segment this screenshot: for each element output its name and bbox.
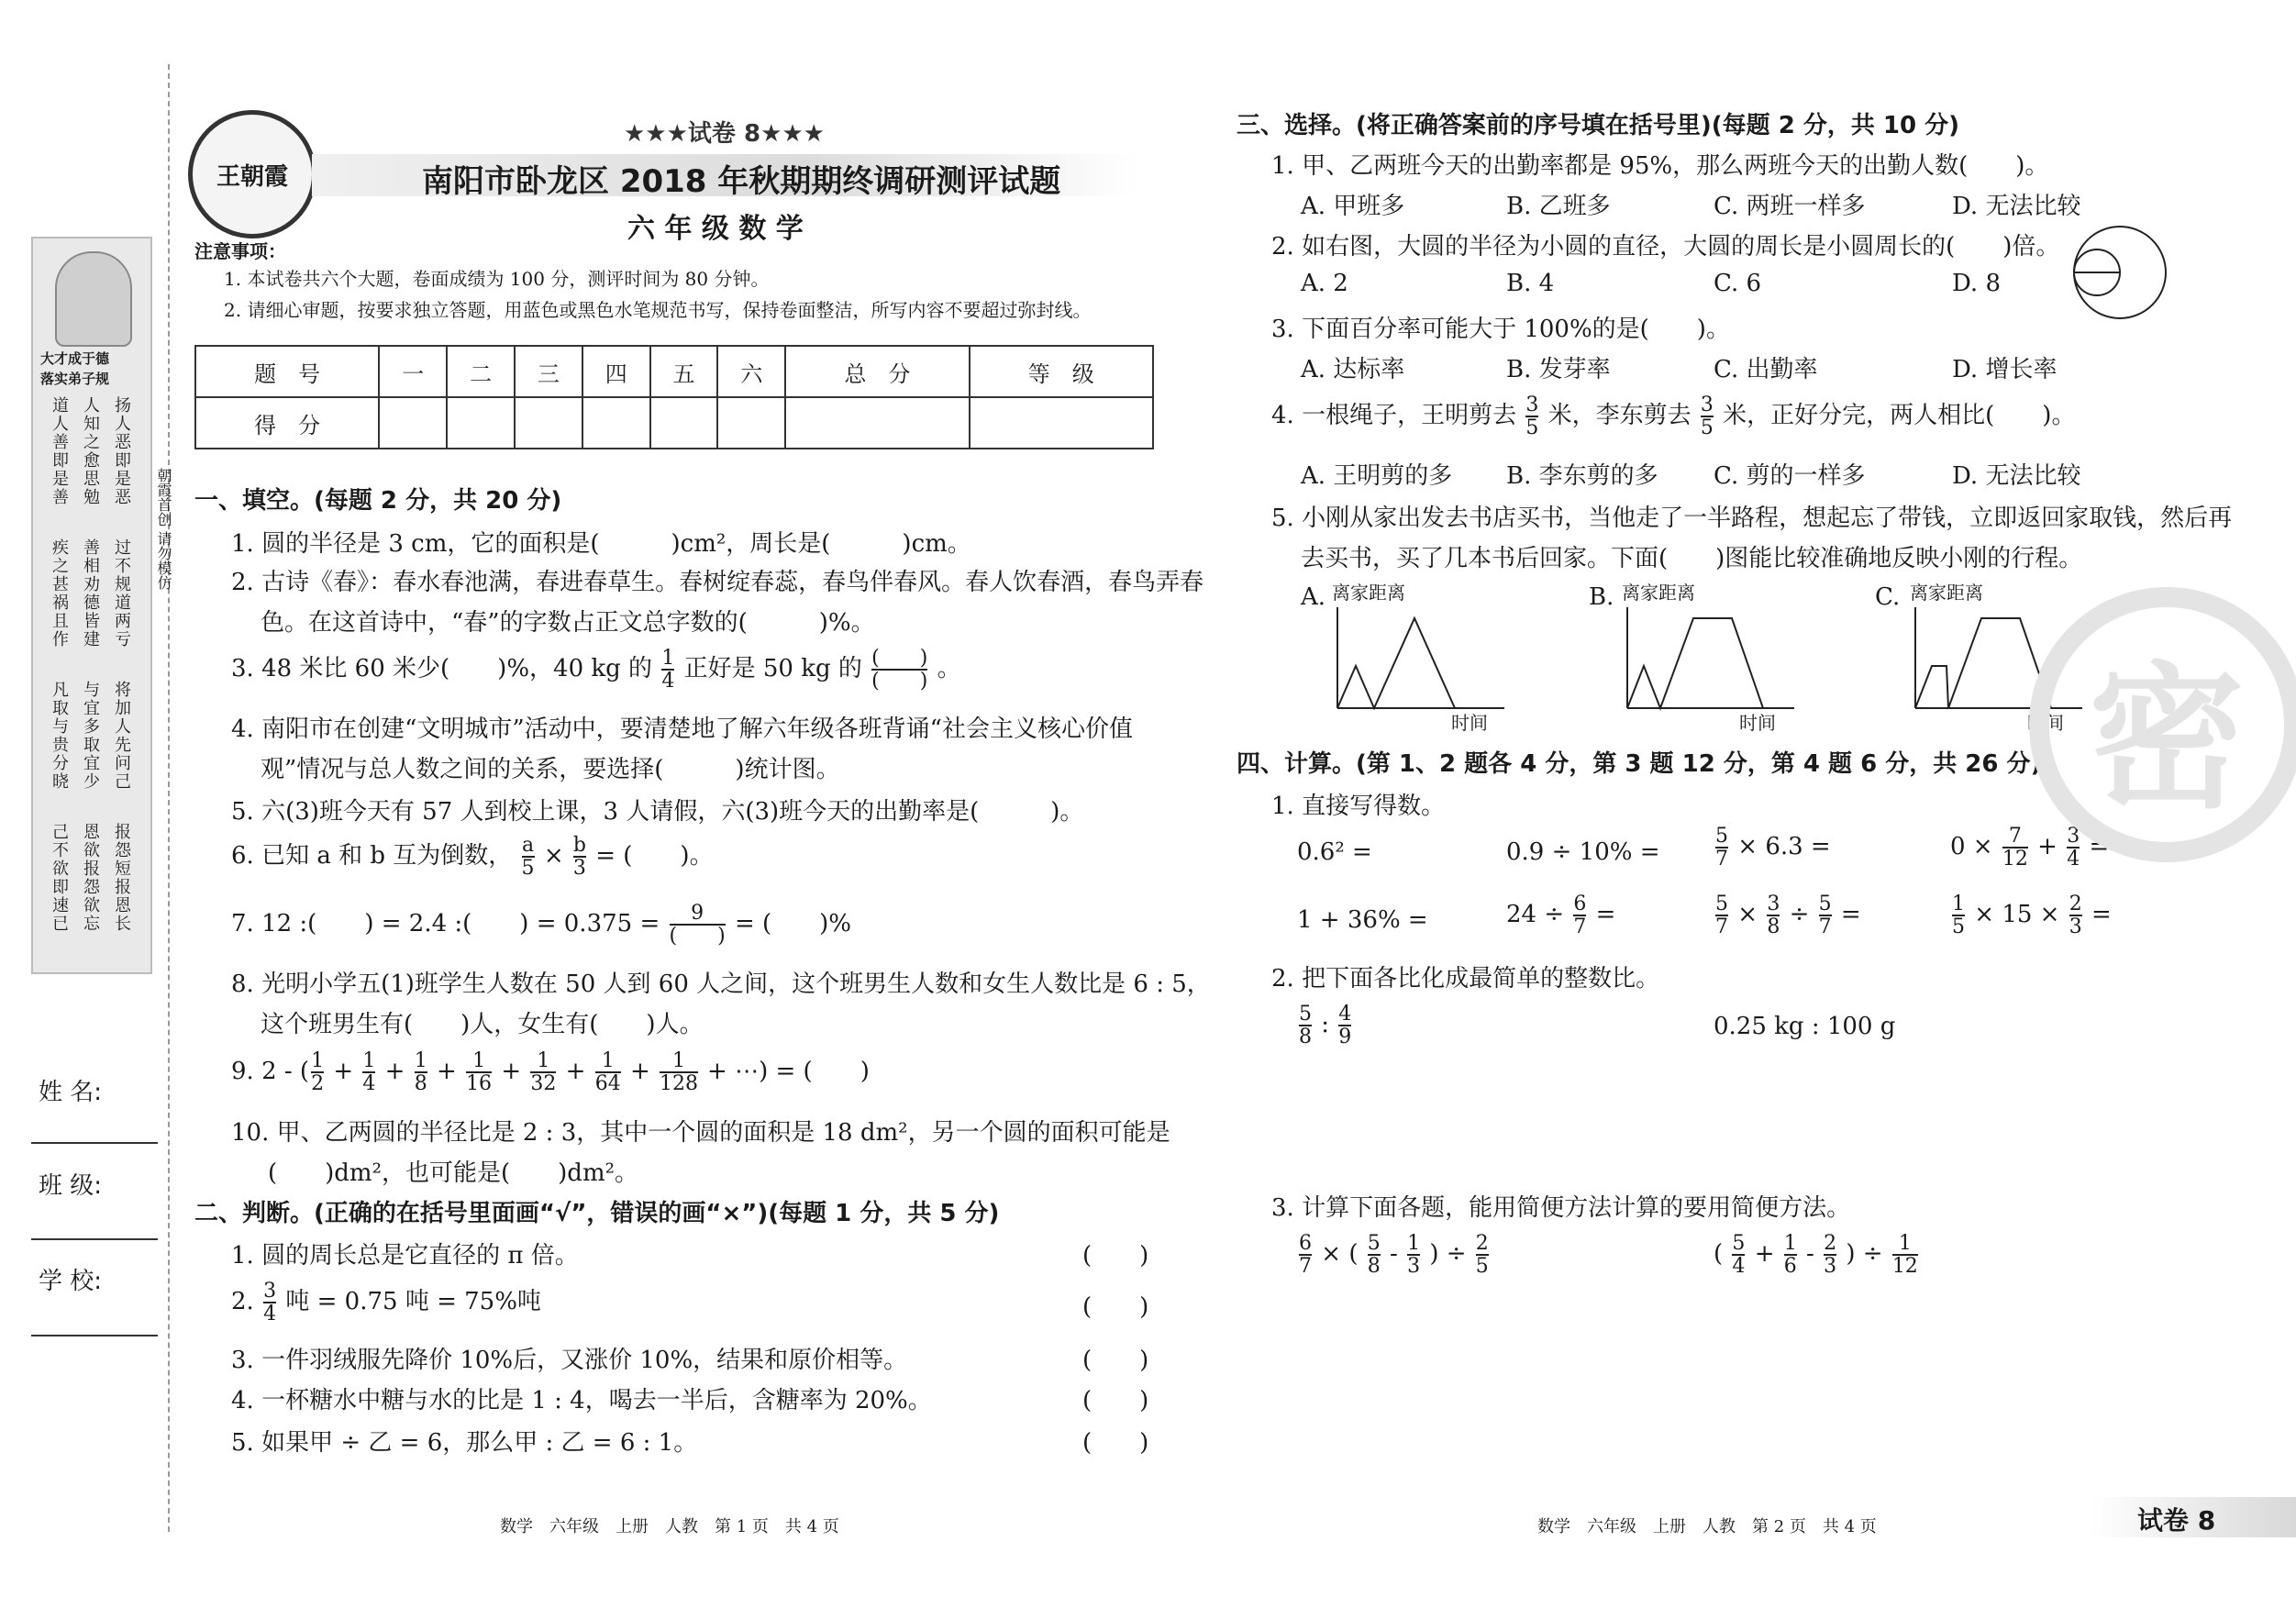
p1-q3 (231, 648, 961, 692)
num: 1 (311, 1049, 325, 1072)
frac-series-term (311, 1050, 324, 1094)
op: - (1390, 1240, 1398, 1269)
motto-column: 人知之愈思勉 (81, 396, 100, 506)
num: 2 (1475, 1232, 1489, 1255)
frac-series-term (530, 1050, 556, 1094)
num: 3 (1767, 893, 1780, 915)
num: 7 (2008, 825, 2022, 848)
calc-r2-c3 (1714, 893, 1861, 937)
frac-5-7 (1819, 893, 1832, 937)
footer-tag: 试卷 8 (2137, 1505, 2216, 1536)
p1-q7 (231, 903, 851, 947)
p3-q2: 2. 如右图，大圆的半径为小圆的直径，大圆的周长是小圆周长的( )倍。 (1271, 233, 2060, 261)
p3-q3-opt-a[interactable]: A. 达标率 (1301, 356, 1405, 383)
score-header-cell: 二 (447, 346, 515, 397)
frac-1-4 (661, 648, 674, 692)
plus: + (326, 1058, 361, 1086)
graph-b-ylabel: 离家距离 (1622, 582, 1695, 604)
graph-b-label[interactable]: B. (1589, 583, 1614, 611)
num: 3 (1700, 394, 1714, 416)
frac-1-6 (1784, 1233, 1797, 1277)
num: 1 (1952, 893, 1965, 915)
frac-series-term (415, 1050, 427, 1094)
num: 2 (1824, 1232, 1837, 1255)
page-title: 南阳市卧龙区 2018 年秋期期终调研测评试题 (422, 163, 1061, 200)
den: 6 (1783, 1255, 1797, 1279)
frac-5-8 (1368, 1233, 1381, 1277)
p1-q6a: 6. 已知 a 和 b 互为倒数， (231, 842, 513, 871)
den: 4 (661, 670, 675, 693)
op: + (1754, 1240, 1775, 1269)
frac-a-5 (522, 835, 535, 879)
frac-3-4 (263, 1281, 276, 1325)
p2-item-2 (231, 1281, 541, 1325)
equals: = (2089, 833, 2110, 861)
answer-paren[interactable]: ( ) (1082, 1293, 1149, 1321)
score-header-cell: 四 (582, 346, 650, 397)
frac-4-9 (1338, 1004, 1351, 1048)
answer-paren[interactable]: ( ) (1082, 1387, 1149, 1414)
frac-1-3 (1407, 1233, 1420, 1277)
calc-r2-c4 (1950, 893, 2112, 937)
p3-q4 (1271, 394, 2075, 438)
graph-b-xlabel: 时间 (1739, 712, 1776, 734)
num: 9 (691, 902, 704, 925)
calc-r2-c2 (1506, 893, 1615, 937)
num: 1 (1783, 1232, 1797, 1255)
den: 5 (1475, 1255, 1489, 1279)
graph-b (1622, 605, 1796, 712)
p1-q8b: 这个班男生有( )人，女生有( )人。 (261, 1011, 704, 1038)
den: 8 (1767, 915, 1780, 939)
motto-column: 过不规道两亏 (112, 538, 131, 649)
trip-line (1337, 618, 1455, 708)
calc-r2-c4-mid: × 15 × (1974, 901, 2060, 929)
school-label: 学 校: (39, 1268, 103, 1295)
p3-q4-opt-a[interactable]: A. 王明剪的多 (1301, 462, 1453, 490)
p1-q9-tail: + ⋯) = ( ) (707, 1058, 870, 1086)
p2-item-3: 3. 一件羽绒服先降价 10%后，又涨价 10%，结果和原价相等。 (231, 1347, 908, 1374)
p1-q2b: 色。在这首诗中，“春”的字数占正文总字数的( )%。 (261, 609, 875, 637)
p1-q5: 5. 六(3)班今天有 57 人到校上课，3 人请假，六(3)班今天的出勤率是( )。 (231, 798, 1084, 826)
p3-q4-opt-c[interactable]: C. 剪的一样多 (1714, 462, 1866, 490)
p1-q9 (231, 1050, 870, 1094)
den: 7 (1715, 915, 1728, 939)
graph-c-xlabel: 时间 (2027, 712, 2064, 734)
num: b (572, 834, 586, 857)
part3-heading: 三、选择。(将正确答案前的序号填在括号里)(每题 2 分，共 10 分) (1237, 112, 1960, 139)
op: - (1806, 1240, 1814, 1269)
den: 16 (466, 1072, 493, 1096)
score-cell[interactable] (515, 397, 582, 449)
frac-7-12 (2002, 826, 2028, 870)
p3-q5a: 5. 小刚从家出发去书店买书，当他走了一半路程，想起忘了带钱，立即返回家取钱，然后再 (1271, 505, 2233, 532)
plus: + (377, 1058, 413, 1086)
p3-q4-opt-b[interactable]: B. 李东剪的多 (1506, 462, 1658, 490)
p1-q1: 1. 圆的半径是 3 cm，它的面积是( )cm²，周长是( )cm。 (231, 530, 971, 558)
den: 128 (660, 1072, 699, 1096)
num: 1 (414, 1049, 427, 1072)
calc3-expr2 (1714, 1233, 1920, 1277)
den: 4 (362, 1072, 376, 1096)
page-subtitle: 六 年 级 数 学 (627, 213, 804, 245)
graph-a-xlabel: 时间 (1451, 712, 1488, 734)
part2-heading: 二、判断。(正确的在括号里面画“√”，错误的画“×”)(每题 1 分，共 5 分) (194, 1200, 1000, 1227)
class-field[interactable] (31, 1238, 158, 1240)
den: 4 (263, 1303, 277, 1326)
score-header-row (195, 346, 1153, 397)
frac-9-blank (670, 903, 726, 947)
frac-5-4 (1732, 1233, 1745, 1277)
score-header-cell: 等 级 (970, 346, 1153, 397)
num: 1 (672, 1049, 686, 1072)
den: 7 (1715, 848, 1728, 871)
num: ( ) (871, 647, 928, 670)
num: 6 (1573, 893, 1587, 915)
p4-sub1: 1. 直接写得数。 (1271, 793, 1446, 820)
den: 3 (572, 857, 586, 881)
num: 1 (362, 1049, 376, 1072)
p3-q4b: 米，李东剪去 (1547, 402, 1691, 430)
num: 1 (1407, 1232, 1421, 1255)
score-header-cell: 总 分 (785, 346, 969, 397)
score-header-label: 题 号 (195, 346, 379, 397)
notes-item-1: 1. 本试卷共六个大题，卷面成绩为 100 分，测评时间为 80 分钟。 (224, 268, 770, 290)
score-header-cell: 六 (717, 346, 785, 397)
notes-heading: 注意事项： (194, 240, 286, 262)
num: 5 (1299, 1003, 1312, 1026)
p2-item-4: 4. 一杯糖水中糖与水的比是 1 : 4，喝去一半后，含糖率为 20%。 (231, 1387, 932, 1414)
graph-c-ylabel: 离家距离 (1910, 582, 1983, 604)
num: 1 (537, 1049, 550, 1072)
name-label: 姓 名: (39, 1079, 103, 1106)
p2-item-2-num: 2. (231, 1288, 254, 1316)
p3-q1-opt-a[interactable]: A. 甲班多 (1301, 193, 1405, 220)
score-cell[interactable] (379, 397, 447, 449)
score-cell[interactable] (650, 397, 718, 449)
num: 5 (1732, 1232, 1746, 1255)
motto-panel (31, 237, 152, 974)
times: × (1737, 901, 1758, 929)
p1-q10a: 10. 甲、乙两圆的半径比是 2 : 3，其中一个圆的面积是 18 dm²，另一个圆的面积可能是 (231, 1119, 1170, 1147)
scholar-figure-icon (55, 251, 132, 347)
times: × (543, 842, 564, 871)
p3-q4a: 4. 一根绳子，王明剪去 (1271, 402, 1517, 430)
plus: + (558, 1058, 593, 1086)
frac-series-term (595, 1050, 621, 1094)
graph-c-label[interactable]: C. (1875, 583, 1901, 611)
num: 2 (2069, 893, 2082, 915)
colon: : (1321, 1011, 1330, 1039)
den: ( ) (871, 670, 928, 693)
num: 5 (1715, 893, 1728, 915)
trip-line (1627, 618, 1763, 708)
frac-6-7 (1573, 893, 1586, 937)
equals: = (1595, 901, 1616, 929)
p3-q1-opt-d[interactable]: D. 无法比较 (1952, 193, 2081, 220)
den: 7 (1299, 1255, 1312, 1279)
motto-top: 大才成于德 (40, 350, 110, 367)
score-header-cell: 五 (650, 346, 718, 397)
p4-sub2: 2. 把下面各比化成最简单的整数比。 (1271, 965, 1660, 993)
motto-column: 扬人恶即是恶 (112, 396, 131, 506)
op: × ( (1321, 1240, 1359, 1269)
graph-a-label[interactable]: A. (1301, 583, 1326, 611)
den: 4 (1732, 1255, 1746, 1279)
num: 3 (1525, 394, 1539, 416)
score-cell[interactable] (970, 397, 1153, 449)
p3-q1: 1. 甲、乙两班今天的出勤率都是 95%，那么两班今天的出勤人数( )。 (1271, 152, 2049, 180)
calc-r1-c1: 0.6² = (1297, 838, 1372, 866)
motto-column: 凡取与贵分晓 (50, 681, 69, 791)
motto-column: 将加人先问己 (112, 681, 131, 791)
den: 32 (530, 1072, 557, 1096)
plus: + (494, 1058, 529, 1086)
den: 8 (1299, 1026, 1312, 1049)
den: ( ) (669, 925, 726, 948)
part1-heading: 一、填空。(每题 2 分，共 20 分) (194, 487, 562, 515)
class-label: 班 级: (39, 1172, 103, 1200)
motto-column: 己不欲即速已 (50, 823, 69, 933)
p1-q3b: 正好是 50 kg 的 (683, 655, 862, 683)
p1-q4a: 4. 南阳市在创建“文明城市”活动中，要清楚地了解六年级各班背诵“社会主义核心价值 (231, 715, 1133, 743)
p3-q2-opt-b[interactable]: B. 4 (1506, 270, 1555, 297)
equals: = (1840, 901, 1861, 929)
score-cell[interactable] (717, 397, 785, 449)
score-cell[interactable] (785, 397, 969, 449)
den: 5 (521, 857, 535, 881)
plus: + (2037, 833, 2058, 861)
frac-2-3 (2069, 893, 2082, 937)
p2-item-5: 5. 如果甲 ÷ 乙 = 6，那么甲 : 乙 = 6 : 1。 (231, 1429, 698, 1457)
frac-3-5 (1701, 394, 1714, 438)
den: 12 (1891, 1255, 1918, 1279)
frac-blank (871, 648, 927, 692)
num: 1 (1898, 1232, 1912, 1255)
motto-columns (40, 396, 143, 965)
den: 7 (1818, 915, 1832, 939)
ratio-2: 0.25 kg : 100 g (1714, 1013, 1896, 1040)
divide: ÷ (1789, 901, 1810, 929)
den: 8 (414, 1072, 427, 1096)
den: 7 (1573, 915, 1587, 939)
logo-text: 王朝霞 (216, 162, 288, 191)
ratio-1 (1297, 1004, 1353, 1048)
circles-figure (2071, 224, 2168, 321)
p3-q4-opt-d[interactable]: D. 无法比较 (1952, 462, 2081, 490)
score-row-label: 得 分 (195, 397, 379, 449)
score-header-cell: 一 (379, 346, 447, 397)
motto-column: 与宜多取宜少 (81, 681, 100, 791)
calc-r1-c4-head: 0 × (1950, 833, 1993, 861)
den: 9 (1338, 1026, 1352, 1049)
calc3-expr1 (1297, 1233, 1491, 1277)
num: 4 (1338, 1003, 1352, 1026)
calc-r1-c2: 0.9 ÷ 10% = (1506, 838, 1660, 866)
frac-series-term (660, 1050, 698, 1094)
p3-q2-opt-a[interactable]: A. 2 (1301, 270, 1348, 297)
motto-column: 道人善即是善 (50, 396, 69, 506)
secret-seal-watermark (2029, 587, 2296, 862)
calc-r1-c3 (1714, 826, 1831, 870)
num: 5 (1715, 825, 1728, 848)
brand-logo (188, 110, 316, 238)
school-field[interactable] (31, 1335, 158, 1336)
plus: + (622, 1058, 659, 1086)
graph-a-ylabel: 离家距离 (1332, 582, 1405, 604)
footer-right: 数学 六年级 上册 人教 第 2 页 共 4 页 (1537, 1517, 1877, 1536)
p3-q2-opt-d[interactable]: D. 8 (1952, 270, 2001, 297)
motto-bottom: 落实弟子规 (40, 371, 110, 387)
equals: = (2091, 901, 2112, 929)
den: 3 (2069, 915, 2082, 939)
name-field[interactable] (31, 1142, 158, 1144)
num: 1 (661, 647, 675, 670)
seal-char: 密 (2088, 646, 2245, 830)
p1-q3a: 3. 48 米比 60 米少( )%，40 kg 的 (231, 655, 653, 683)
frac-5-7 (1715, 893, 1728, 937)
den: 3 (1407, 1255, 1421, 1279)
num: 1 (472, 1049, 486, 1072)
frac-3-4 (2067, 826, 2080, 870)
num: 3 (263, 1280, 277, 1303)
p2-item-1: 1. 圆的周长总是它直径的 π 倍。 (231, 1242, 579, 1270)
p1-q2a: 2. 古诗《春》：春水春池满，春进春草生。春树绽春蕊，春鸟伴春风。春人饮春酒，春鸟弄春 (231, 569, 1204, 596)
calc-r1-c3-tail: × 6.3 = (1737, 833, 1831, 861)
motto-column: 疾之甚祸且作 (50, 538, 69, 649)
answer-paren[interactable]: ( ) (1082, 1429, 1149, 1457)
num: 6 (1299, 1232, 1312, 1255)
num: 5 (1367, 1232, 1381, 1255)
frac-6-7 (1299, 1233, 1312, 1277)
op: ) ÷ (1846, 1240, 1883, 1269)
motto-column: 恩欲报怨欲忘 (81, 823, 100, 933)
frac-series-term (466, 1050, 492, 1094)
frac-2-3 (1824, 1233, 1836, 1277)
den: 4 (2067, 848, 2080, 871)
score-value-row (195, 397, 1153, 449)
p3-q2-opt-c[interactable]: C. 6 (1714, 270, 1762, 297)
num: 1 (601, 1049, 615, 1072)
calc-r2-c1: 1 + 36% = (1297, 906, 1428, 934)
frac-5-8 (1299, 1004, 1312, 1048)
p3-q3-opt-d[interactable]: D. 增长率 (1952, 356, 2058, 383)
seal-vertical-text: 朝霞首创 请勿模仿 (155, 468, 172, 591)
p1-q10b: ( )dm²，也可能是( )dm²。 (268, 1159, 639, 1187)
p1-q8a: 8. 光明小学五(1)班学生人数在 50 人到 60 人之间，这个班男生人数和女生人数比是 6 : 5， (231, 970, 1211, 998)
frac-2-5 (1476, 1233, 1489, 1277)
score-table (194, 345, 1154, 449)
exam-badge: ★★★试卷 8★★★ (624, 120, 825, 148)
answer-paren[interactable]: ( ) (1082, 1242, 1149, 1270)
score-cell[interactable] (582, 397, 650, 449)
p3-q3-opt-b[interactable]: B. 发芽率 (1506, 356, 1611, 383)
period: 。 (937, 655, 961, 683)
den: 64 (594, 1072, 621, 1096)
op: ) ÷ (1429, 1240, 1467, 1269)
motto-column: 报怨短报恩长 (112, 823, 131, 933)
p3-q3: 3. 下面百分率可能大于 100%的是( )。 (1271, 316, 1730, 343)
p3-q1-opt-c[interactable]: C. 两班一样多 (1714, 193, 1866, 220)
p2-item-2-tail: 吨 = 0.75 吨 = 75%吨 (285, 1288, 541, 1316)
plus: + (428, 1058, 465, 1086)
footer-left: 数学 六年级 上册 人教 第 1 页 共 4 页 (500, 1517, 839, 1536)
motto-column: 善相劝德皆建 (81, 538, 100, 649)
num: 5 (1818, 893, 1832, 915)
frac-3-5 (1525, 394, 1538, 438)
frac-5-7 (1715, 826, 1728, 870)
p1-q6b: = ( )。 (595, 842, 714, 871)
frac-b-3 (573, 835, 586, 879)
score-header-cell: 三 (515, 346, 582, 397)
den: 5 (1525, 416, 1539, 440)
op: ( (1714, 1240, 1724, 1269)
frac-3-8 (1767, 893, 1780, 937)
frac-1-5 (1952, 893, 1965, 937)
p3-q3-opt-c[interactable]: C. 出勤率 (1714, 356, 1818, 383)
binding-dotted-line (168, 64, 170, 1532)
den: 12 (2002, 848, 2028, 871)
p1-q7b: = ( )% (734, 910, 851, 938)
p1-q7a: 7. 12 :( ) = 2.4 :( ) = 0.375 = (231, 910, 660, 938)
notes-item-2: 2. 请细心审题，按要求独立答题，用蓝色或黑色水笔规范书写，保持卷面整洁，所写内容不要超过弥封线。 (224, 299, 1092, 321)
num: 3 (2067, 825, 2080, 848)
calc-r2-c2-head: 24 ÷ (1506, 901, 1565, 929)
den: 5 (1952, 915, 1965, 939)
den: 2 (311, 1072, 325, 1096)
p1-q9-head: 9. 2 - ( (231, 1058, 310, 1086)
frac-series-term (362, 1050, 375, 1094)
p1-q4b: 观”情况与总人数之间的关系，要选择( )统计图。 (261, 756, 840, 783)
p3-q4c: 米，正好分完，两人相比( )。 (1723, 402, 2076, 430)
graph-a (1332, 605, 1506, 712)
den: 3 (1824, 1255, 1837, 1279)
score-cell[interactable] (447, 397, 515, 449)
p3-q1-opt-b[interactable]: B. 乙班多 (1506, 193, 1611, 220)
p4-sub3: 3. 计算下面各题，能用简便方法计算的要用简便方法。 (1271, 1194, 1851, 1222)
part4-heading: 四、计算。(第 1、2 题各 4 分，第 3 题 12 分，第 4 题 6 分，共 26 分) (1237, 750, 2042, 778)
answer-paren[interactable]: ( ) (1082, 1347, 1149, 1374)
num: a (521, 834, 535, 857)
p1-q6 (231, 835, 714, 879)
den: 5 (1700, 416, 1714, 440)
frac-1-12 (1892, 1233, 1918, 1277)
p3-q5b: 去买书，买了几本书后回家。下面( )图能比较准确地反映小刚的行程。 (1301, 545, 2083, 572)
trip-line (1915, 618, 2051, 708)
den: 8 (1367, 1255, 1381, 1279)
